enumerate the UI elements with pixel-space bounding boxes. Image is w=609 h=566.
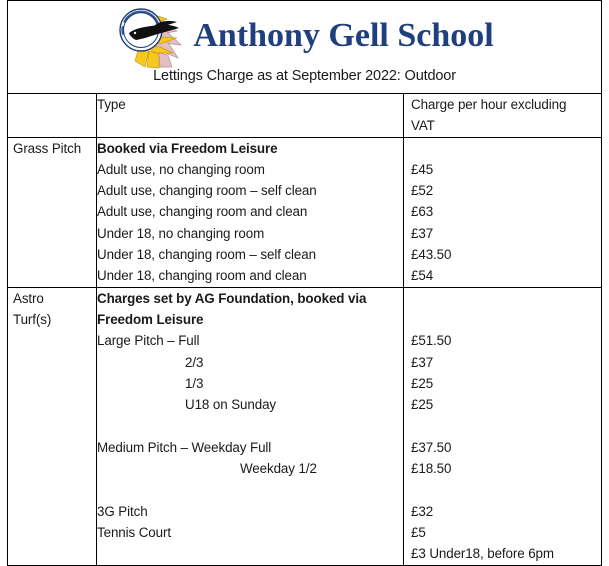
type-line: Under 18, changing room and clean [97,268,307,284]
type-line: U18 on Sunday [185,397,277,413]
type-line [97,415,403,436]
type-line: 3G Pitch [97,503,148,519]
section-category-cell [8,287,97,565]
type-line: Large Pitch – Full [97,333,200,349]
rate-line: £25 [411,397,434,413]
rate-line [411,138,601,159]
section-category-line: Astro [13,290,44,306]
section-category-line: Turf(s) [13,311,52,327]
school-crest-icon [115,3,189,69]
type-line: 1/3 [185,375,204,391]
rate-line: £54 [411,268,434,284]
section-category-cell [8,137,97,287]
rate-line: £37 [411,354,434,370]
type-line: Adult use, changing room and clean [97,204,308,220]
type-line: Charges set by AG Foundation, booked via [97,290,367,306]
type-line [97,479,403,500]
header-type-cell [97,94,404,138]
rate-line [411,415,601,436]
banner-cell [8,1,602,94]
section-type-cell [97,287,404,565]
type-line: Weekday 1/2 [240,461,317,477]
header-rate-label-line1: Charge per hour excluding [411,97,567,112]
header-category-cell [8,94,97,138]
type-line: Adult use, changing room – self clean [97,183,317,199]
rate-line: £43.50 [411,247,452,263]
section-category-line: Grass Pitch [13,140,82,156]
rate-line [411,479,601,500]
section-rate-cell [404,137,602,287]
type-line: Booked via Freedom Leisure [97,140,278,156]
rate-line: £37 [411,225,434,241]
header-rate-label-line2: VAT [411,118,435,134]
section-rate-cell [404,287,602,565]
type-line: 2/3 [185,354,204,370]
rate-line: £37.50 [411,439,452,455]
rate-line: £25 [411,375,434,391]
type-line: Adult use, no changing room [97,161,265,177]
document-subtitle: Lettings Charge as at September 2022: Outdoor [153,68,456,84]
rate-line: £52 [411,183,434,199]
rate-line [411,288,601,309]
rate-line: £5 [411,524,426,540]
type-line: Under 18, no changing room [97,225,265,241]
table-row-banner [8,1,602,94]
school-name: Anthony Gell School [193,17,494,54]
table-row-section [8,287,602,565]
type-line: Medium Pitch – Weekday Full [97,439,272,455]
type-line: Freedom Leisure [97,311,204,327]
header-rate-cell [404,94,602,138]
type-line: Tennis Court [97,524,171,540]
rate-line: £51.50 [411,333,452,349]
brand-row [8,1,601,71]
rate-line: £18.50 [411,461,452,477]
lettings-charge-table [7,0,602,566]
rate-line: £32 [411,503,434,519]
rate-line [411,309,601,330]
table-row-section [8,137,602,287]
header-type-label: Type [97,97,126,112]
rate-line: £45 [411,161,434,177]
table-header-row [8,94,602,138]
type-line [97,543,403,564]
type-line: Under 18, changing room – self clean [97,247,316,263]
rate-line: £3 Under18, before 6pm [411,546,554,562]
rate-line: £63 [411,204,434,220]
section-type-cell [97,137,404,287]
